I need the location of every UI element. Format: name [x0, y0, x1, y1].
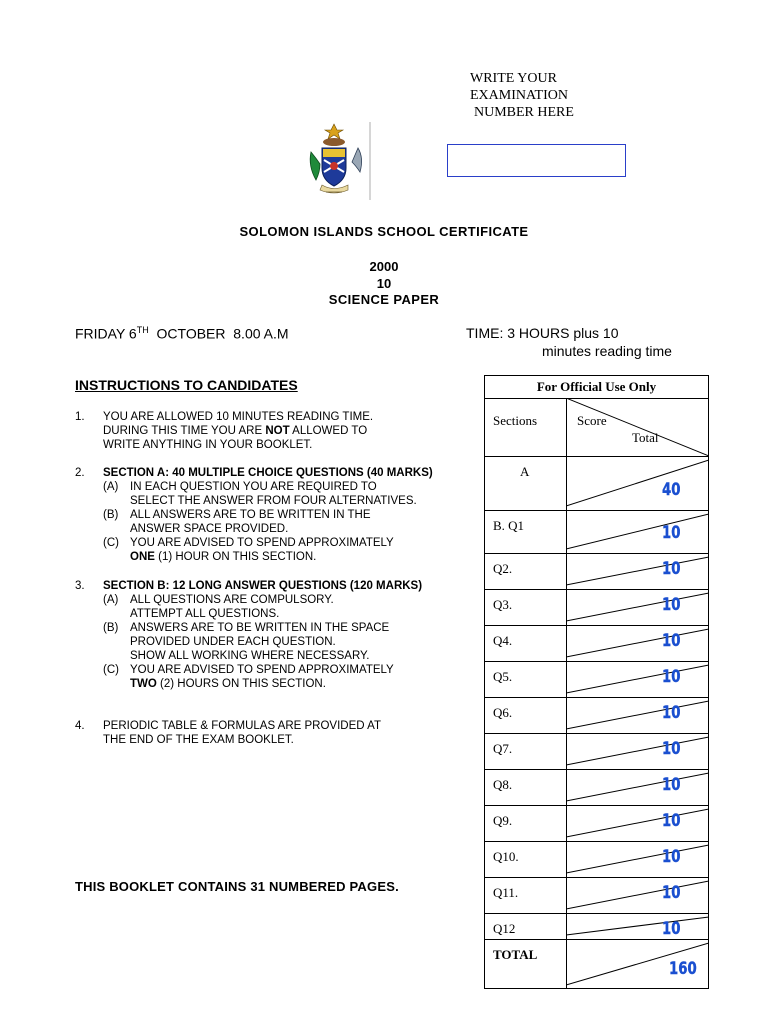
score-cell-diagonal	[566, 589, 709, 625]
coat-of-arms-icon	[306, 122, 376, 202]
instruction-text: ALL ANSWERS ARE TO BE WRITTEN IN THE	[130, 509, 371, 521]
exam-date-day: FRIDAY 6	[75, 325, 137, 342]
section-label: Q6.	[493, 705, 513, 720]
score-cell-diagonal	[566, 877, 709, 913]
instruction-text: PERIODIC TABLE & FORMULAS ARE PROVIDED AT	[103, 720, 381, 732]
instruction-text: YOU ARE ADVISED TO SPEND APPROXIMATELY	[130, 537, 394, 549]
instruction-text-part: ALLOWED TO	[289, 425, 368, 437]
exam-number-input[interactable]	[447, 144, 626, 177]
instruction-text: PROVIDED UNDER EACH QUESTION.	[130, 636, 336, 648]
official-use-heading: For Official Use Only	[536, 379, 657, 394]
sub-label: (B)	[103, 622, 119, 634]
instruction-text	[130, 677, 326, 691]
exam-duration: TIME: 3 HOURS plus 10	[466, 325, 619, 341]
section-total-mark: 10	[662, 523, 681, 543]
instruction-text: YOU ARE ALLOWED 10 MINUTES READING TIME.	[103, 411, 374, 423]
exam-year: 2000	[369, 259, 399, 274]
instruction-text-part: (2) HOURS ON THIS SECTION.	[156, 678, 326, 690]
exam-date-suffix: TH	[136, 325, 149, 335]
section-b-heading: SECTION B: 12 LONG ANSWER QUESTIONS (120 MARKS)	[103, 580, 423, 592]
instruction-text: WRITE ANYTHING IN YOUR BOOKLET.	[103, 439, 313, 451]
section-total-mark: 10	[662, 739, 681, 759]
score-cell-diagonal	[566, 625, 709, 661]
score-cell-diagonal	[566, 805, 709, 841]
score-cell-diagonal	[566, 913, 709, 939]
exam-number-label	[470, 70, 630, 121]
section-label: TOTAL	[493, 947, 538, 962]
instruction-number: 3.	[75, 580, 85, 592]
score-cell-diagonal	[566, 456, 709, 510]
instruction-text-bold: TWO	[130, 678, 157, 690]
instruction-text: THE END OF THE EXAM BOOKLET.	[103, 734, 294, 746]
section-total-mark: 10	[662, 703, 681, 723]
section-label: Q11.	[493, 885, 519, 900]
instruction-text-bold: ONE	[130, 551, 155, 563]
section-total-mark: 10	[662, 811, 681, 831]
score-cell-diagonal	[566, 733, 709, 769]
section-total-mark: 10	[662, 919, 681, 939]
sub-label: (C)	[103, 664, 119, 676]
instruction-text	[130, 550, 316, 564]
score-cell-diagonal	[566, 841, 709, 877]
total-column-header: Total	[632, 430, 659, 445]
sub-label: (C)	[103, 537, 119, 549]
score-cell-diagonal	[566, 553, 709, 589]
score-column-header: Score	[577, 413, 607, 428]
header-diagonal	[566, 398, 709, 456]
section-total-mark: 40	[662, 480, 681, 500]
exam-number-label-line: EXAMINATION	[470, 88, 568, 103]
section-label: Q8.	[493, 777, 513, 792]
exam-number-label-line: WRITE YOUR	[470, 71, 557, 86]
exam-number-label-line: NUMBER HERE	[474, 105, 574, 120]
section-total-mark: 10	[662, 775, 681, 795]
score-cell-diagonal	[566, 769, 709, 805]
instructions-heading: INSTRUCTIONS TO CANDIDATES	[75, 377, 298, 393]
score-cell-diagonal	[566, 697, 709, 733]
section-label: Q3.	[493, 597, 513, 612]
instruction-text: ANSWER SPACE PROVIDED.	[130, 523, 289, 535]
sub-label: (A)	[103, 594, 119, 606]
section-label: B. Q1	[493, 518, 525, 533]
instruction-text-bold: NOT	[265, 425, 290, 437]
section-label: Q4.	[493, 633, 513, 648]
instruction-text: IN EACH QUESTION YOU ARE REQUIRED TO	[130, 481, 377, 493]
section-total-mark: 10	[662, 559, 681, 579]
instruction-text-part: DURING THIS TIME YOU ARE	[103, 425, 266, 437]
instruction-number: 1.	[75, 411, 85, 423]
section-label: Q9.	[493, 813, 513, 828]
booklet-page-count: THIS BOOKLET CONTAINS 31 NUMBERED PAGES.	[75, 879, 399, 894]
instruction-text: SHOW ALL WORKING WHERE NECESSARY.	[130, 650, 370, 662]
instruction-number: 4.	[75, 720, 85, 732]
section-total-mark: 160	[669, 959, 697, 979]
sub-label: (A)	[103, 481, 119, 493]
section-a-heading: SECTION A: 40 MULTIPLE CHOICE QUESTIONS (40 MARKS)	[103, 467, 433, 479]
section-label: Q7.	[493, 741, 513, 756]
instruction-text: ATTEMPT ALL QUESTIONS.	[130, 608, 280, 620]
section-label: Q5.	[493, 669, 513, 684]
sub-label: (B)	[103, 509, 119, 521]
section-total-mark: 10	[662, 631, 681, 651]
instruction-text: ANSWERS ARE TO BE WRITTEN IN THE SPACE	[130, 622, 390, 634]
exam-date	[75, 325, 289, 342]
sections-column-header: Sections	[493, 413, 538, 428]
section-label: A	[520, 464, 530, 479]
instruction-text	[103, 424, 367, 438]
section-label: Q2.	[493, 561, 513, 576]
instruction-number: 2.	[75, 467, 85, 479]
section-label: Q12	[493, 921, 516, 936]
score-cell-diagonal	[566, 510, 709, 553]
instruction-text: ALL QUESTIONS ARE COMPULSORY.	[130, 594, 334, 606]
section-total-mark: 10	[662, 595, 681, 615]
exam-date-rest: OCTOBER 8.00 A.M	[148, 325, 289, 342]
paper-name: SCIENCE PAPER	[328, 292, 440, 307]
paper-number: 10	[376, 276, 392, 291]
section-total-mark: 10	[662, 883, 681, 903]
section-label: Q10.	[493, 849, 519, 864]
instruction-text: YOU ARE ADVISED TO SPEND APPROXIMATELY	[130, 664, 394, 676]
reading-time-note: minutes reading time	[542, 343, 672, 359]
section-total-mark: 10	[662, 847, 681, 867]
certificate-title: SOLOMON ISLANDS SCHOOL CERTIFICATE	[239, 224, 529, 239]
section-total-mark: 10	[662, 667, 681, 687]
instruction-text-part: (1) HOUR ON THIS SECTION.	[154, 551, 317, 563]
score-cell-diagonal	[566, 661, 709, 697]
instruction-text: SELECT THE ANSWER FROM FOUR ALTERNATIVES.	[130, 495, 417, 507]
